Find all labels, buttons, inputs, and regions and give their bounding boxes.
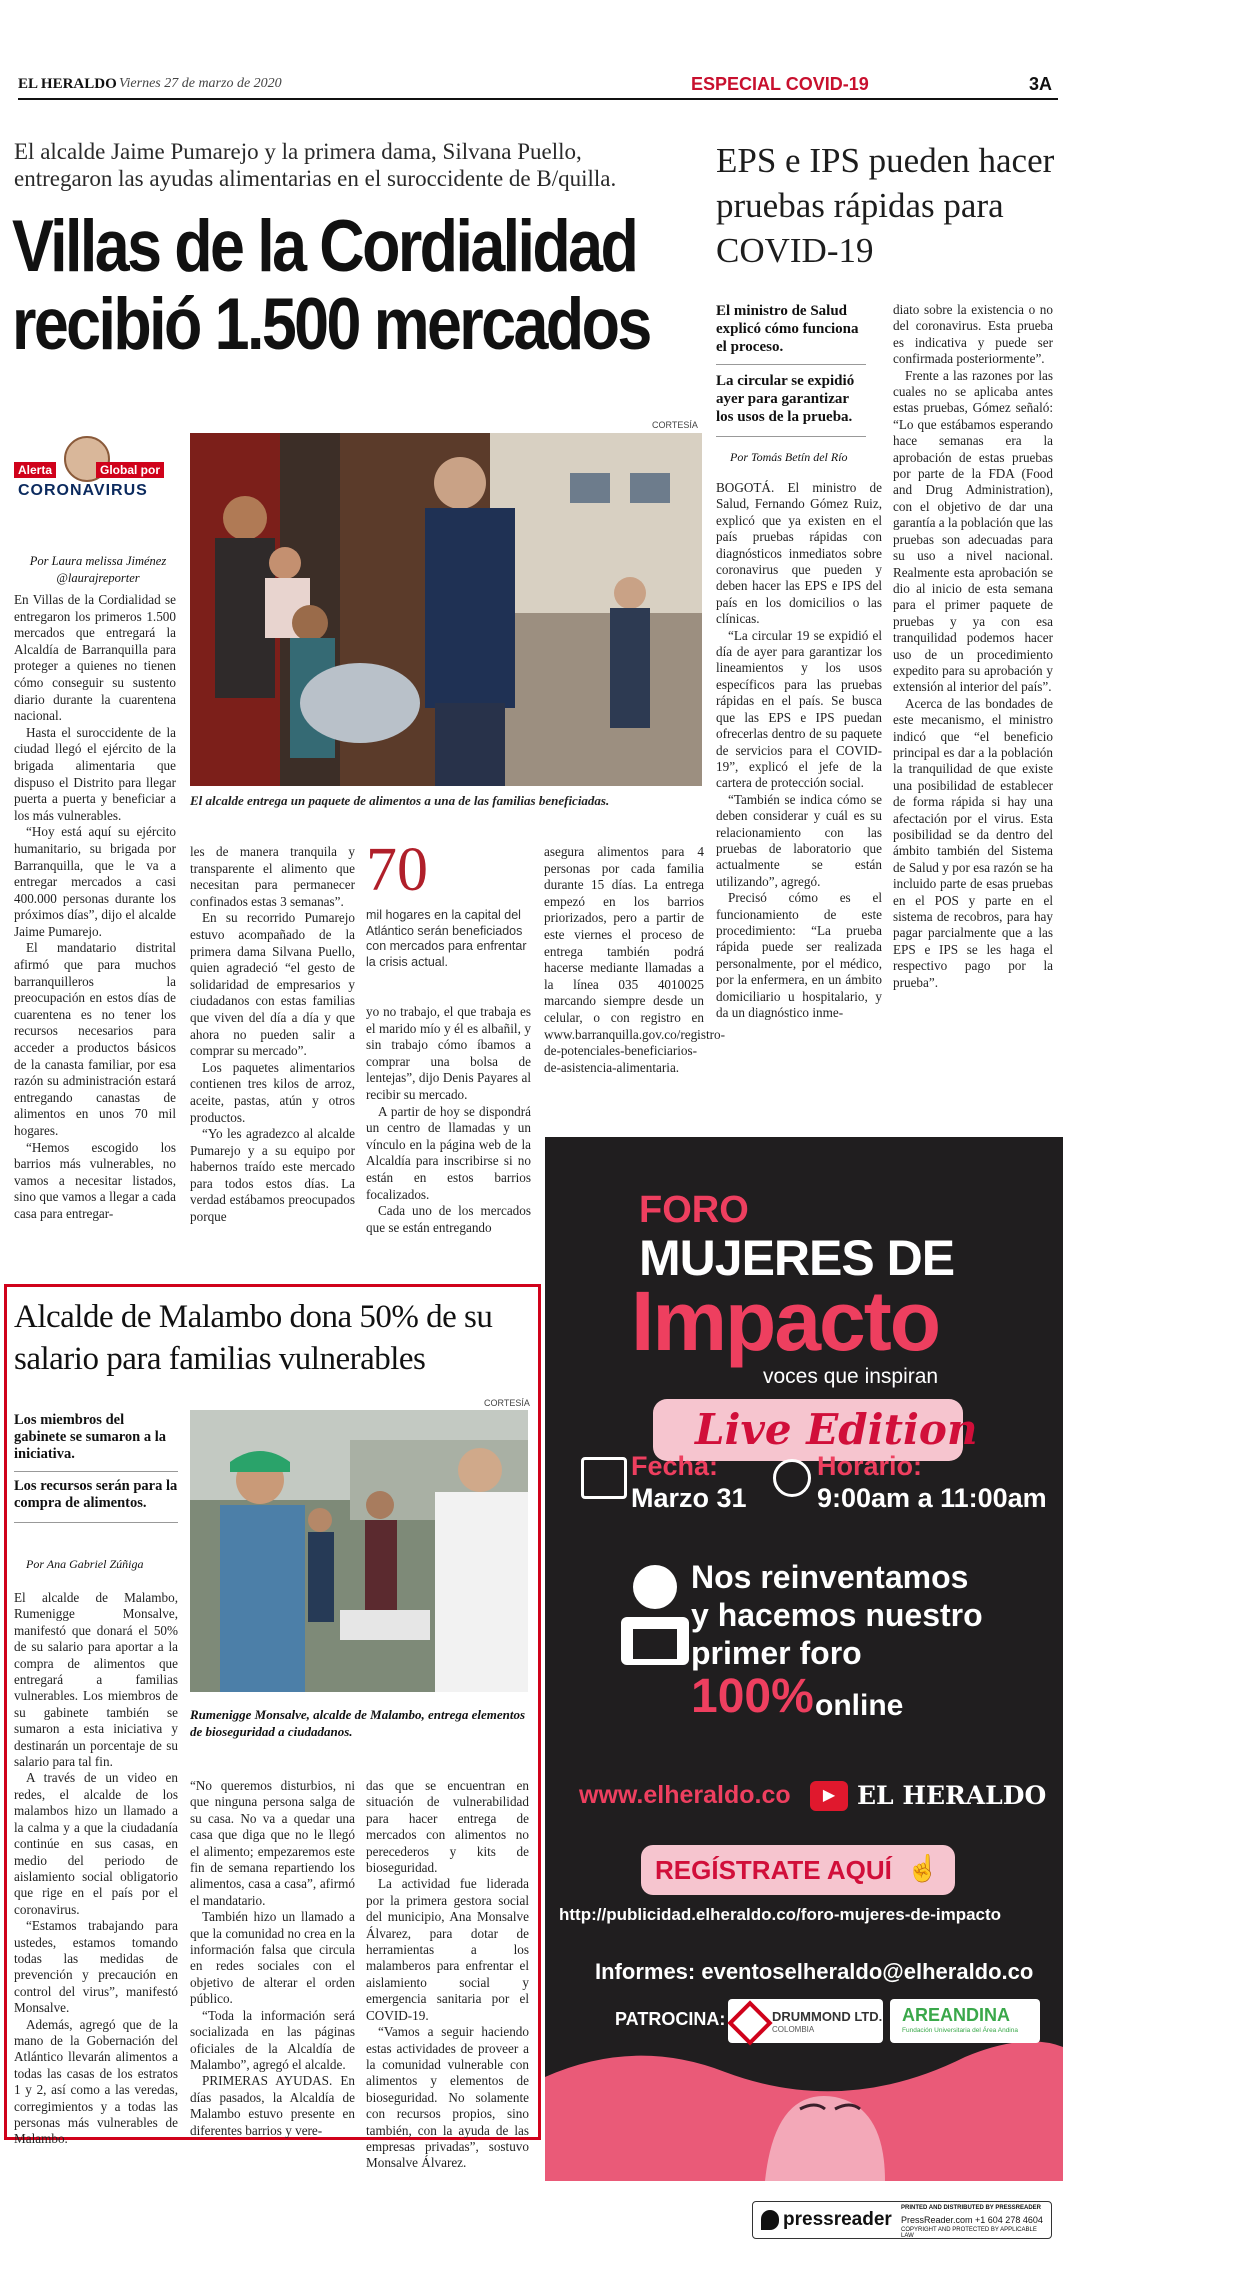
- sponsor-drummond-sub: COLOMBIA: [772, 2025, 815, 2034]
- sponsor-areandina: [890, 1999, 1040, 2043]
- malambo-col1-p2: A través de un video en redes, el alcalde de los malambos hizo un llamado a la calma y a que la ciudadanía continúe en sus casas, en medio del periodo de aislamiento social obligatorio que rige en el país por el coronavirus.: [14, 1770, 178, 1917]
- stat-number: 70: [366, 836, 428, 904]
- main-col2-p4: “Yo les agradezco al alcalde Pumarejo y a su equipo por habernos traído este mercado para todos estos días. La verdad estábamos preocupados porque: [190, 1126, 355, 1225]
- main-headline: Villas de la Cordialidad recibió 1.500 mercados: [12, 206, 650, 365]
- ad-register-button[interactable]: [641, 1845, 955, 1895]
- drummond-logo-icon: [727, 2000, 772, 2045]
- badge-alerta: Alerta: [14, 462, 56, 478]
- ad-reinvent-2: y hacemos nuestro: [691, 1597, 983, 1633]
- main-kicker: El alcalde Jaime Pumarejo y la primera dama, Silvana Puello, entregaron las ayudas alimentarias en el suroccidente de B/quilla.: [14, 139, 617, 191]
- malambo-col2-p2: También hizo un llamado a que la comunidad no crea en la información falsa que circula en redes sociales con el objetivo de alterar el orden público.: [190, 1909, 355, 2007]
- sponsor-drummond-name: DRUMMOND LTD.: [772, 2009, 883, 2024]
- sponsor-areandina-sub: Fundación Universitaria del Área Andina: [902, 2027, 1018, 2034]
- main-col3-p1: yo no trabajo, el que trabaja es el marido mío y él es albañil, y sin trabajo cómo íbamos a comprar una bolsa de lentejas”, dijo Denis Payares al recibir su mercado.: [366, 1004, 531, 1102]
- malambo-col2-p1: “No queremos disturbios, ni que ninguna persona salga de su casa. No va a quedar una casa que diga que no le llegó el alimento; empezaremos este fin de semana repartiendo los alimentos, casa a casa”, afirmó el mandatario.: [190, 1778, 355, 1908]
- main-photo-image: [190, 433, 702, 786]
- malambo-col2-p4: PRIMERAS AYUDAS. En días pasados, la Alcaldía de Malambo estuvo presente en diferentes barrios y vere-: [190, 2073, 355, 2138]
- main-col3-p2: A partir de hoy se dispondrá un centro de llamadas y un vínculo en la página web de la Alcaldía para inscribirse si no están en estos barrios focalizados.: [366, 1103, 531, 1202]
- side-col1-p1: BOGOTÁ. El ministro de Salud, Fernando Gómez Ruiz, explicó que ya existen en el país pruebas rápidas con diagnósticos inmediatos sobre coronavirus que pueden y deben hacer las EPS e IPS del país en los domicilios o las clínicas.: [716, 480, 882, 627]
- stat-text: mil hogares en la capital del Atlántico serán beneficiados con mercados para enfrentar la crisis actual.: [366, 908, 527, 969]
- woman-laptop-icon: [615, 1559, 695, 1669]
- malambo-photo-caption: Rumenigge Monsalve, alcalde de Malambo, entrega elementos de bioseguridad a ciudadanos.: [190, 1707, 526, 1739]
- malambo-col1-p4: Además, agregó que de la mano de la Gobernación del Atlántico llevarán alimentos a todas las casas de los estratos 1 y 2, así como a las veredas, corregimientos y a todas las personas más vulnerables de Malambo.: [14, 2016, 178, 2147]
- badge-coronavirus: CORONAVIRUS: [18, 482, 148, 499]
- coronavirus-badge: [14, 432, 174, 508]
- page-date: Viernes 27 de marzo de 2020: [119, 76, 282, 91]
- main-photo-credit: CORTESÍA: [652, 420, 698, 430]
- ad-informes: Informes: eventoselheraldo@elheraldo.co: [595, 1959, 1034, 1984]
- malambo-headline: Alcalde de Malambo dona 50% de su salario para familias vulnerables: [14, 1299, 493, 1377]
- side-deck-1: El ministro de Salud explicó cómo funciona el proceso.: [716, 302, 866, 365]
- malambo-photo: [190, 1410, 528, 1692]
- malambo-deck-2: Los recursos serán para la compra de alimentos.: [14, 1478, 178, 1523]
- main-col1-p1: En Villas de la Cordialidad se entregaron los primeros 1.500 mercados que entregará la Alcaldía de Barranquilla para proteger a quienes no tienen cómo conseguir su sustento diario durante la cuarentena nacional.: [14, 592, 176, 724]
- ad-reinvent-3: primer foro: [691, 1635, 862, 1671]
- youtube-icon: ▶: [810, 1781, 848, 1811]
- badge-global: Global por: [96, 462, 164, 478]
- ad-impacto: Impacto: [631, 1274, 940, 1368]
- malambo-col1-p3: “Estamos trabajando para ustedes, estamos tomando todas las medidas de prevención y precaución en control del virus”, manifestó Monsalve.: [14, 1918, 178, 2016]
- malambo-col1-p1: El alcalde de Malambo, Rumenigge Monsalve, manifestó que donará el 50% de su salario para aportar a la compra de alimentos que entregará a familias vulnerables. Los miembros de su gabinete también se sumaron a esta iniciativa y destinarán un porcentaje de su salario para tal fin.: [14, 1590, 178, 1770]
- main-col2-p2: En su recorrido Pumarejo estuvo acompañado de la primera dama Silvana Puello, quien agradeció “el gesto de solidaridad de empresarios y ciudadanos con estas familias que viven del día a día y que ahora no pueden salir a comprar su mercado”.: [190, 910, 355, 1059]
- main-column-1: [14, 592, 176, 1223]
- page-number: 3A: [1028, 74, 1052, 94]
- side-col2-p1: diato sobre la existencia o no del coronavirus. Esta prueba es indicativa y puede ser confirmada posteriormente”.: [893, 302, 1053, 367]
- ad-url[interactable]: http://publicidad.elheraldo.co/foro-mujeres-de-impacto: [559, 1905, 1002, 1924]
- side-col1-p2: “La circular 19 se expidió el día de ayer para garantizar los lineamientos y los usos específicos para las pruebas rápidas en el país. Se busca que las EPS e IPS puedan ofrecerlas dentro de su paquete de servicios para el COVID-19”, explicó el jefe de la cartera de protección social.: [716, 627, 882, 791]
- main-col3-p3: Cada uno de los mercados que se están entregando: [366, 1203, 531, 1235]
- pressreader-footer: [752, 2201, 1052, 2239]
- malambo-column-1: [14, 1590, 178, 2148]
- ad-voces: voces que inspiran: [763, 1365, 939, 1388]
- ad-foro: FORO: [639, 1189, 749, 1231]
- main-col4-p1: asegura alimentos para 4 personas por cada familia durante 15 días. La entrega empezó en los barrios priorizados, pero a partir de este viernes el proceso de entrega también podrá hacerse mediante llamadas a la línea 035 4010025 marcando siempre desde un celular, o con registro en www.barranquilla.gov.co/registro-de-potenciales-beneficiarios-de-asistencia-alimentaria.: [544, 844, 726, 1075]
- main-col1-p2: Hasta el suroccidente de la ciudad llegó el ejército de la brigada alimentaria que dispuso el Distrito para llegar puerta a puerta y beneficiar a los más vulnerables.: [14, 724, 176, 823]
- sponsor-areandina-name: AREANDINA: [902, 2005, 1010, 2025]
- malambo-photo-image: [190, 1410, 528, 1692]
- malambo-col3-p1: das que se encuentran en situación de vulnerabilidad para hacer entrega de mercados con alimentos no perecederos y kits de bioseguridad.: [366, 1778, 529, 1876]
- footer-line-3: COPYRIGHT AND PROTECTED BY APPLICABLE LAW: [901, 2227, 1037, 2239]
- side-col1-p3: “También se indica cómo se deben considerar y cuál es su relacionamiento con las pruebas de laboratorio que actualmente se están utilizando”, agregó.: [716, 791, 882, 889]
- footer-line-2: PressReader.com +1 604 278 4604: [901, 2215, 1043, 2225]
- main-byline: Por Laura melissa Jiménez @laurajreporter: [29, 554, 167, 585]
- page-header: [18, 70, 1058, 100]
- ad-mujeres: MUJERES DE: [639, 1230, 955, 1286]
- ad-reinvent-1: Nos reinventamos: [691, 1559, 969, 1595]
- main-photo-caption: El alcalde entrega un paquete de alimentos a una de las familias beneficiadas.: [190, 793, 610, 808]
- ad-register-label: REGÍSTRATE AQUÍ: [655, 1855, 892, 1885]
- main-col2-p3: Los paquetes alimentarios contienen tres kilos de arroz, aceite, pastas, atún y otros productos.: [190, 1059, 355, 1125]
- ad-fecha-label: Fecha:: [631, 1451, 719, 1481]
- paper-name: EL HERALDO: [18, 76, 117, 92]
- main-photo: [190, 433, 702, 786]
- side-col2-p2: Frente a las razones por las cuales no se aplicaba antes estas pruebas, Gómez señaló: “Lo que estábamos esperando hace semanas era la aprobación de estas pruebas por parte de la FDA (Food and Drug Administration), con el objetivo de dar una garantía a la población que las pruebas son adecuadas para su uso a nivel nacional. Realmente esta aprobación se dio al inicio de esta semana para el primer paquete de pruebas y ya con esa tranquilidad podemos hacer uso de un procedimiento expedito para su aprobación y extensión al interior del país”.: [893, 367, 1054, 695]
- side-byline: Por Tomás Betín del Río: [730, 450, 848, 464]
- malambo-column-3: [366, 1778, 529, 2172]
- malambo-col3-p3: “Vamos a seguir haciendo estas actividades de proveer a la comunidad vulnerable con alimentos y elementos de bioseguridad. No solamente con recursos propios, sino también, con la ayuda de las empresas privadas”, sostuvo Monsalve Álvarez.: [366, 2024, 529, 2171]
- malambo-photo-credit: CORTESÍA: [484, 1398, 530, 1408]
- ad-patrocina: PATROCINA:: [615, 2009, 726, 2029]
- ad-fecha: Marzo 31: [631, 1483, 747, 1513]
- sponsor-drummond: [728, 1999, 883, 2043]
- ad-percent: 100%: [691, 1670, 814, 1723]
- pressreader-logo-icon: [761, 2210, 779, 2230]
- ad-foro-mujeres[interactable]: [545, 1137, 1063, 2181]
- pointer-hand-icon: ☝: [906, 1853, 939, 1883]
- main-col1-p5: “Hemos escogido los barrios más vulnerables, no vamos a necesitar listados, sino que vamos a llegar a cada casa para entregar-: [14, 1139, 176, 1221]
- ad-horario-label: Horario:: [817, 1451, 923, 1481]
- malambo-col2-p3: “Toda la información será socializada en las páginas oficiales de la Alcaldía de Malambo”, agregó el alcalde.: [190, 2007, 355, 2072]
- side-headline: EPS e IPS pueden hacer pruebas rápidas para COVID-19: [716, 141, 1055, 270]
- ad-live-edition: Live Edition: [695, 1405, 978, 1454]
- main-column-2: [190, 844, 355, 1226]
- ad-horario: 9:00am a 11:00am: [817, 1483, 1047, 1513]
- side-column-1: [716, 480, 882, 1021]
- pressreader-brand: pressreader: [783, 2209, 892, 2230]
- main-column-3: [366, 1004, 531, 1236]
- main-col1-p3: “Hoy está aquí su ejército humanitario, su brigada por Barranquilla, que le va a entregar mercados a casi 400.000 personas durante los próximos días”, dijo el alcalde Jaime Pumarejo.: [14, 824, 176, 939]
- ad-online: online: [815, 1689, 904, 1722]
- section-title: ESPECIAL COVID-19: [691, 74, 869, 94]
- malambo-deck-1: Los miembros del gabinete se sumaron a la iniciativa.: [14, 1412, 178, 1472]
- malambo-column-2: [190, 1778, 355, 2139]
- side-col2-p3: Acerca de las bondades de este mecanismo, el ministro indicó que “el beneficio principal es dar a la población la tranquilidad de que existe una posibilidad de establecer de forma rápida si hay una afectación por el virus. Esta posibilidad se da dentro del ámbito también del Sistema de Salud y por esa razón se ha incluido parte de esas pruebas en el POS y parte en el sistema de recobros, para hay pagar parcialmente que a las EPS e IPS se les haga el respectivo pago por la prueba”.: [893, 695, 1053, 990]
- ad-brand: EL HERALDO: [857, 1781, 1047, 1810]
- malambo-byline: Por Ana Gabriel Zúñiga: [26, 1557, 144, 1571]
- footer-line-1: PRINTED AND DISTRIBUTED BY PRESSREADER: [901, 2205, 1042, 2211]
- clock-icon: [773, 1459, 811, 1497]
- side-column-2: [893, 302, 1053, 991]
- side-col1-p4: Precisó cómo es el funcionamiento de este procedimiento: “La prueba rápida puede ser realizada personalmente, por el médico, por la enfermera, en un ámbito domiciliario u hospitalario, y da un diagnóstico inme-: [716, 890, 882, 1020]
- side-deck-2: La circular se expidió ayer para garantizar los usos de la prueba.: [716, 372, 866, 437]
- main-col2-p1: les de manera tranquila y transparente el alimento que necesitan para permanecer confinados estas 3 semanas”.: [190, 844, 355, 909]
- main-column-4: [544, 844, 726, 1076]
- malambo-col3-p2: La actividad fue liderada por la primera gestora social del municipio, Ana Monsalve Álvarez, para dotar de herramientas a los malamberos para enfrentar el aislamiento social y emergencia sanitaria por el COVID-19.: [366, 1876, 529, 2023]
- ad-website[interactable]: www.elheraldo.co: [579, 1781, 791, 1809]
- calendar-icon: [581, 1457, 627, 1499]
- main-col1-p4: El mandatario distrital afirmó que para muchos barranquilleros la preocupación en estos días de cuarentena es no tener los recursos necesarios para acceder a productos básicos de la canasta familiar, por esa razón su administración estará entregando canastas de alimentos en unos 70 mil hogares.: [14, 940, 176, 1138]
